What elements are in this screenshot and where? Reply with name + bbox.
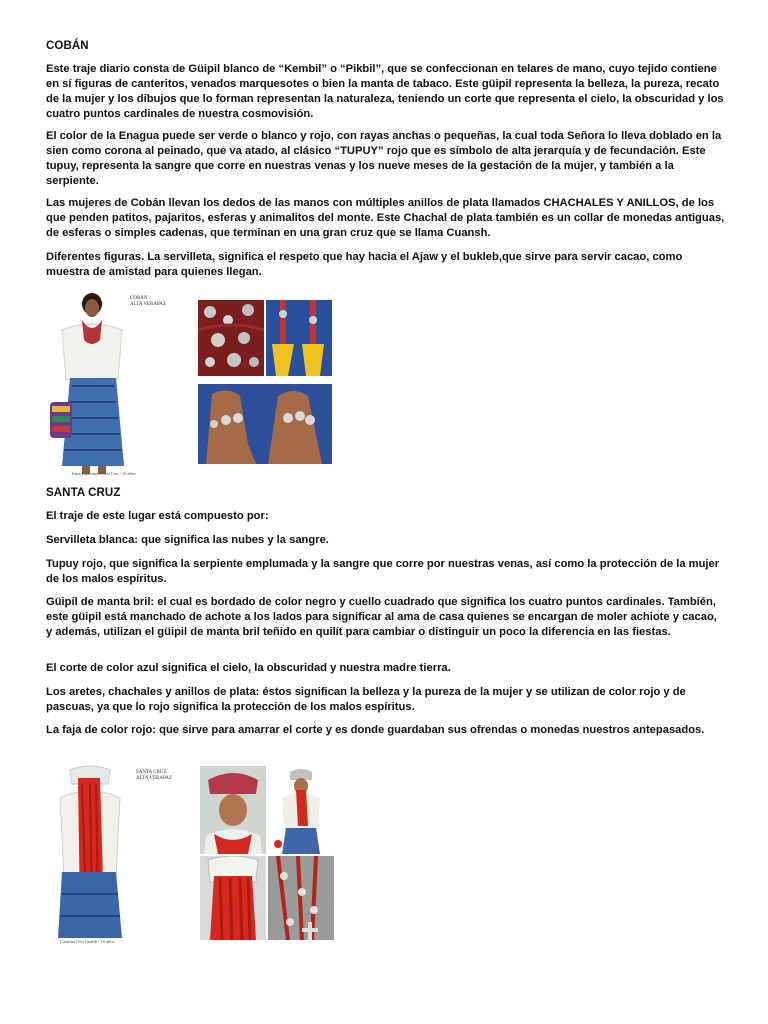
santa-cruz-paragraph-4: Güipil de manta bril: el cual es bordado de color negro y cuello cuadrado que significa los cuatro puntos cardinales. También, este güipil está manchado de achote a los lados para significar al ama de casa quienes se encargan de moler achiote y cacao, y además, utilizan el güipil de manta bril teñido en quilít para cambiar o distinguir un poco la diferencia en las fiestas. xyxy=(46,596,717,638)
coban-rings-photo xyxy=(198,384,332,464)
santa-cruz-paragraph-5: El corte de color azul significa el cielo, la obscuridad y nuestra madre tierra. xyxy=(46,662,451,674)
santa-cruz-figure-caption: SANTA CRUZ ALTA VERAPAZ xyxy=(136,770,172,781)
santa-cruz-woman-photo xyxy=(50,764,128,944)
coban-woman-photo xyxy=(48,290,126,476)
santa-cruz-paragraph-1: El traje de este lugar está compuesto por: xyxy=(46,510,269,522)
santa-cruz-figure-footnote: Catalina Cho Gualib / 16 años xyxy=(60,939,115,944)
coban-paragraph-3: Las mujeres de Cobán llevan los dedos de las manos con múltiples anillos de plata llamados CHACHALES Y ANILLOS, de los que penden patitos, pajaritos, esferas y animalitos del monte. Este Chachal de plata también es un collar de monedas antiguas, de esferas o simples cadenas, que terminan en una gran cruz que se llama Cuansh. xyxy=(46,197,725,239)
coban-jewelry-photo-2 xyxy=(266,300,332,376)
coban-figure-caption: COBÁN ALTA VERAPAZ xyxy=(130,296,166,307)
coban-paragraph-4: Diferentes figuras. La servilleta, significa el respeto que hay hacia el Ajaw y el bukleb,que sirve para servir cacao, como muestra de amistad para quienes llegan. xyxy=(46,251,683,278)
santa-cruz-jewelry-photo xyxy=(268,856,334,940)
santa-cruz-paragraph-2: Servilleta blanca: que significa las nubes y la sangre. xyxy=(46,534,329,546)
santa-cruz-paragraph-3: Tupuy rojo, que significa la serpiente emplumada y la sangre que corre por nuestras venas, así como la protección de la mujer de los malos espíritus. xyxy=(46,558,720,585)
santa-cruz-heading: SANTA CRUZ xyxy=(46,487,121,499)
santa-cruz-back-photo xyxy=(200,856,266,940)
coban-figure xyxy=(48,290,333,480)
santa-cruz-portrait-photo xyxy=(200,766,266,854)
santa-cruz-paragraph-7: La faja de color rojo: que sirve para amarrar el corte y es donde guardaban sus ofrendas o monedas nuestros antepasados. xyxy=(46,724,705,736)
coban-paragraph-2: El color de la Enagua puede ser verde o blanco y rojo, con rayas anchas o pequeñas, la cual toda Señora lo lleva doblado en la sien como corona al peinado, que va atado, al clásico “TUPUY” rojo que es símbolo de alta jerarquía y de fecundación. Este tupuy, representa la sangre que corre en nuestras venas y los nueve meses de la gestación de la mujer, y también a la serpiente. xyxy=(46,130,722,187)
coban-heading: COBÁN xyxy=(46,40,89,52)
coban-figure-footnote: Irma Esperanza Coal Cuy / 16 años xyxy=(72,471,136,476)
santa-cruz-standing-photo xyxy=(268,766,334,854)
coban-jewelry-photo-1 xyxy=(198,300,264,376)
santa-cruz-figure xyxy=(50,764,340,948)
santa-cruz-paragraph-6: Los aretes, chachales y anillos de plata: éstos significan la belleza y la pureza de la mujer y se utilizan de color rojo y de pascuas, ya que lo rojo significa la protección de los malos espíritus. xyxy=(46,686,686,713)
coban-paragraph-1: Este traje diario consta de Güipil blanco de “Kembil” o “Pikbil”, que se confeccionan en telares de mano, cuyo tejido contiene en sí figuras de canteritos, venados marquesotes o bien la manta de tabaco. Este güipil representa la belleza, la pureza, recato de la mujer y los dibujos que lo forman representan la naturaleza, teniendo un corte que representa el cielo, la obscuridad y los cuatro puntos cardinales de nuestra cosmovisión. xyxy=(46,63,724,120)
